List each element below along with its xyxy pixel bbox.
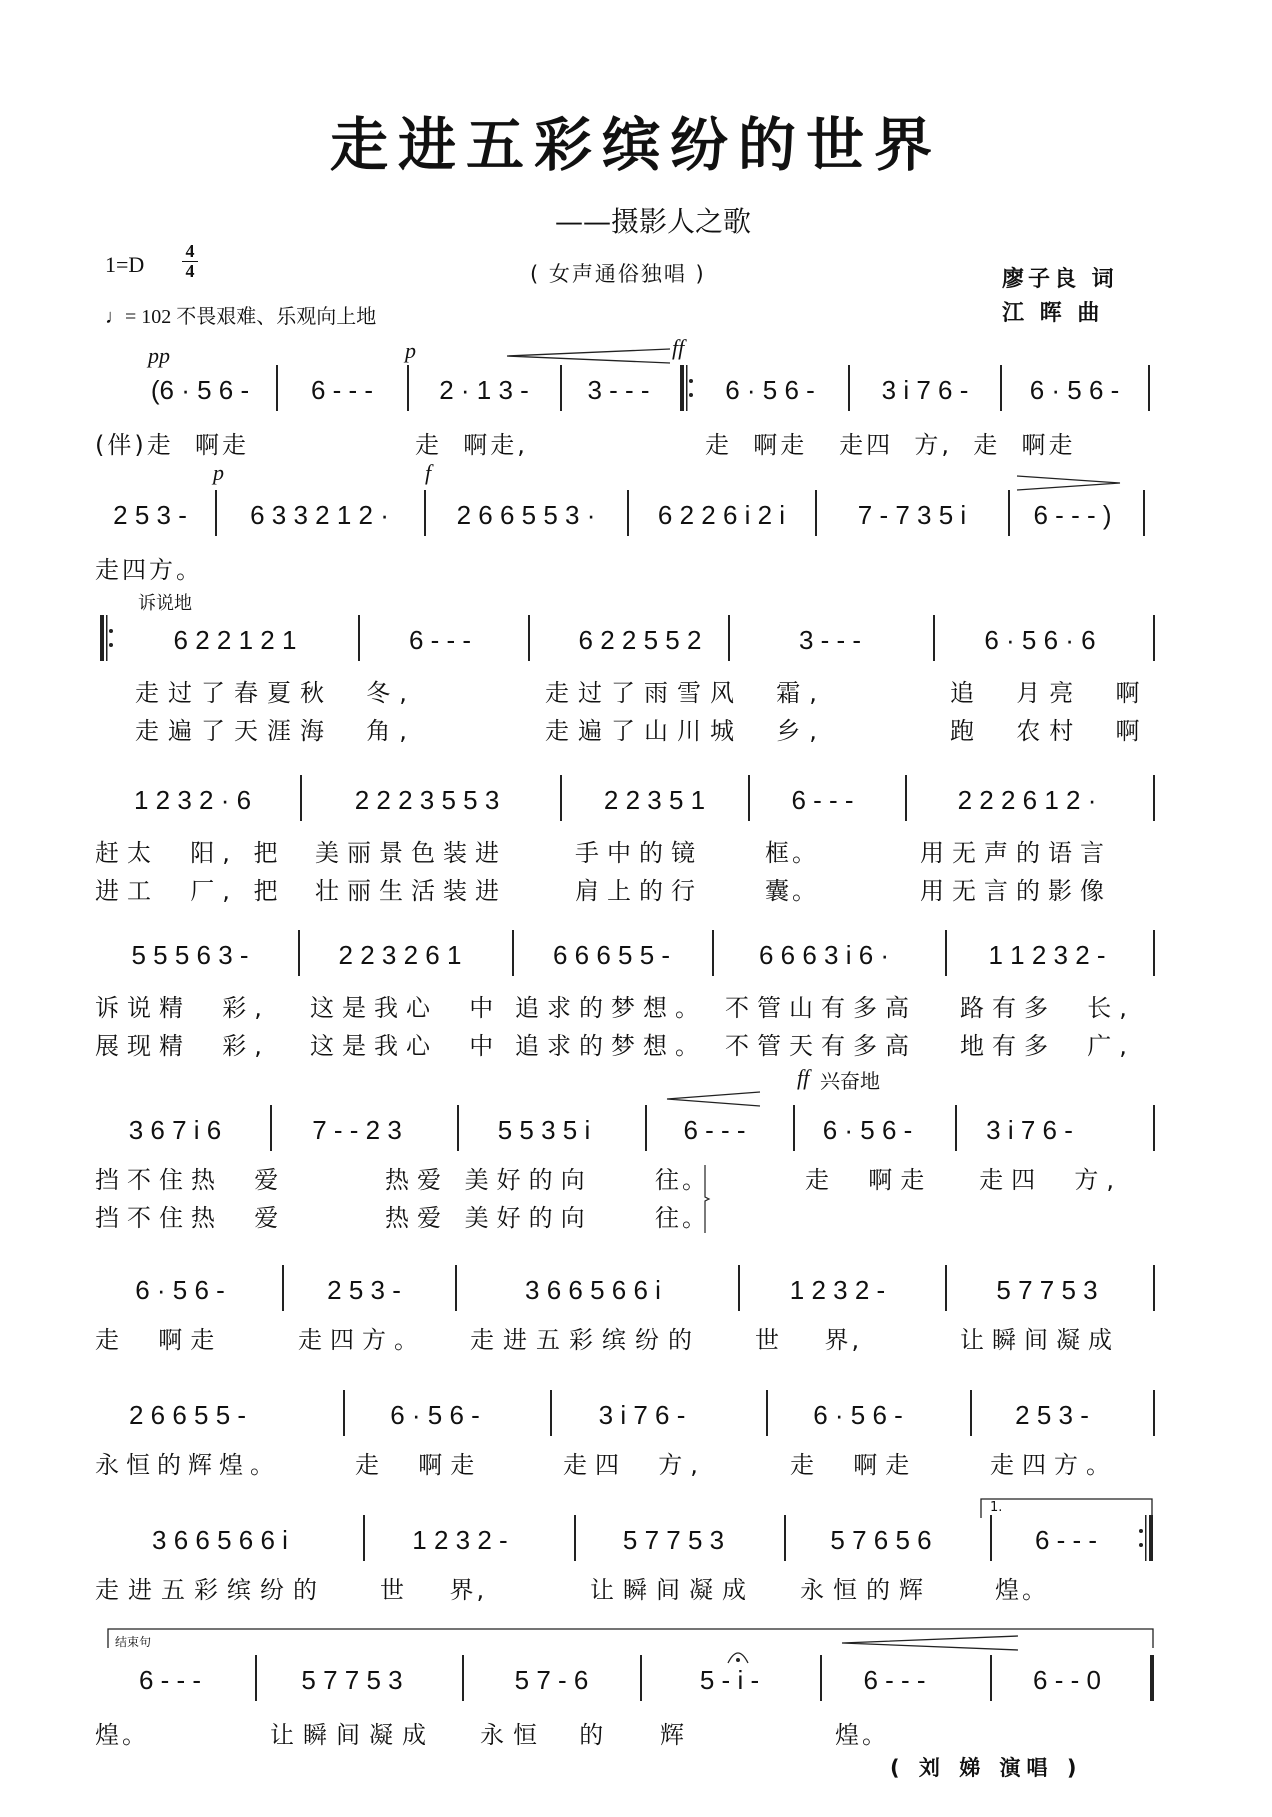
barline (627, 490, 629, 536)
barline (282, 1265, 284, 1311)
measure: 5 7 7 5 3 (301, 1664, 403, 1695)
lyric-line: (伴)走 啊走 (95, 431, 249, 459)
dynamic-pp: pp (148, 343, 170, 368)
lyric-verse-2: 地有多 广, (960, 1032, 1135, 1060)
barline (990, 1655, 992, 1701)
lyric-verse-1: 走过了春夏秋 冬, (135, 679, 416, 707)
barline (298, 930, 300, 976)
crescendo-hairpin-icon (840, 1635, 1020, 1651)
measure: 6 - - - (310, 374, 374, 405)
dynamic-p: p (405, 338, 416, 363)
barline (815, 490, 817, 536)
tempo-marking: ♩= 102 不畏艰难、乐观向上地 (105, 306, 377, 328)
expression-mark: 兴奋地 (820, 1069, 880, 1093)
lyric-verse-2: 不管天有多高 (725, 1032, 917, 1060)
measure: 6 3 3 2 1 2 · (250, 499, 389, 530)
lyric-line: 让瞬间凝成 (590, 1576, 755, 1604)
performance-note: ( 女声通俗独唱 ) (530, 262, 706, 286)
measure: 2 2 2 3 5 5 3 (354, 784, 500, 815)
measure: 6 2 2 6 i 2 i (657, 499, 786, 530)
lyric-line: 世 界, (380, 1576, 488, 1604)
barline (793, 1105, 795, 1151)
measure: 2 · 1 3 - (439, 374, 529, 405)
barline (560, 365, 562, 411)
lyric-verse-1: 框。 (765, 839, 819, 867)
measure: 6 · 5 6 - (813, 1399, 903, 1430)
lyric-line: 辉 (660, 1721, 687, 1749)
lyric-verse-2: 进工 厂, 把 (95, 877, 286, 905)
measure: 1 2 3 2 - (789, 1274, 886, 1305)
lyric-line: 走 啊走, (415, 431, 528, 459)
key-signature: 1=D (105, 252, 145, 277)
barline (270, 1105, 272, 1151)
dynamic-p: p (213, 460, 224, 485)
measure: 1 2 3 2 · 6 (133, 784, 252, 815)
measure: 2 2 3 5 1 (603, 784, 706, 815)
measure: 6 6 6 5 5 - (552, 939, 671, 970)
lyric-line: 世 界, (755, 1326, 863, 1354)
lyric-verse-1: 路有多 长, (960, 994, 1135, 1022)
lyric-line: 走 啊走 走四 方, 走 啊走 (705, 431, 1076, 459)
barline (455, 1265, 457, 1311)
barline (560, 775, 562, 821)
barline (276, 365, 278, 411)
lyric-verse-2: 用无言的影像 (920, 877, 1112, 905)
measure: 7 - 7 3 5 i (857, 499, 967, 530)
barline (1148, 365, 1150, 411)
lyric-verse-1: 追求的梦想。 (515, 994, 707, 1022)
barline (645, 1105, 647, 1151)
barline (528, 615, 530, 661)
measure: 2 6 6 5 5 - (128, 1399, 247, 1430)
measure: 6 - - - ) (1033, 499, 1112, 530)
measure: 5 5 5 6 3 - (131, 939, 249, 970)
measure: 3 - - - (587, 374, 650, 405)
measure: 6 · 5 6 - (725, 374, 815, 405)
measure: 2 2 3 2 6 1 (338, 939, 462, 970)
verse-brace-icon (703, 1163, 711, 1235)
final-barline (1150, 1655, 1154, 1701)
barline (970, 1390, 972, 1436)
lyric-line: 煌。 (995, 1576, 1049, 1604)
singer-credit: ( 刘 娣 演唱 ) (890, 1756, 1083, 1780)
barline (574, 1515, 576, 1561)
repeat-start-icon (680, 365, 694, 411)
barline (550, 1390, 552, 1436)
lyric-line: 走四方。 (298, 1326, 426, 1354)
barline (1008, 490, 1010, 536)
barline (1153, 775, 1155, 821)
lyric-verse-2: 热爱 美好的向 (385, 1204, 593, 1232)
barline (462, 1655, 464, 1701)
lyric-line: 煌。 (835, 1721, 889, 1749)
barline (766, 1390, 768, 1436)
barline (358, 615, 360, 661)
lyric-verse-2: 这是我心 中 (310, 1032, 502, 1060)
lyric-verse-1: 走 啊走 走四 方, (805, 1166, 1123, 1194)
barline (1143, 490, 1145, 536)
barline (712, 930, 714, 976)
lyric-verse-2: 囊。 (765, 877, 819, 905)
barline (738, 1265, 740, 1311)
lyric-verse-1: 用无声的语言 (920, 839, 1112, 867)
lyric-line: 让瞬间凝成 (960, 1326, 1120, 1354)
lyric-verse-2: 走遍了山川城 乡, (545, 717, 826, 745)
barline (424, 490, 426, 536)
barline (748, 775, 750, 821)
measure: 3 6 6 5 6 6 i (152, 1524, 288, 1555)
measure: 5 7 7 5 3 (622, 1524, 725, 1555)
measure: 6 · 5 6 · 6 (984, 624, 1096, 655)
barline (945, 1265, 947, 1311)
barline (990, 1515, 992, 1561)
barline (1153, 1105, 1155, 1151)
measure: 3 i 7 6 - (598, 1399, 686, 1430)
measure: 3 6 7 i 6 (128, 1114, 222, 1145)
measure: 6 2 2 5 5 2 (578, 624, 702, 655)
lyric-line: 永恒的辉煌。 (95, 1451, 281, 1479)
song-title: 走进五彩缤纷的世界 (329, 111, 942, 179)
measure: 6 - - - (408, 624, 472, 655)
lyric-verse-2: 往。 (655, 1204, 709, 1232)
measure: 3 - - - (798, 624, 862, 655)
measure: 6 - - - (683, 1114, 746, 1145)
barline (784, 1515, 786, 1561)
measure: 3 i 7 6 - (986, 1114, 1073, 1145)
barline (457, 1105, 459, 1151)
lyric-verse-2: 挡不住热 爱 (95, 1204, 287, 1232)
lyric-verse-1: 走过了雨雪风 霜, (545, 679, 826, 707)
measure: 2 5 3 - (1015, 1399, 1089, 1430)
time-signature-bottom: 4 (185, 261, 195, 281)
barline (640, 1655, 642, 1701)
song-subtitle: ——摄影人之歌 (555, 205, 752, 238)
measure: 5 - i - (699, 1664, 760, 1695)
barline (1153, 930, 1155, 976)
measure: 6 · 5 6 - (135, 1274, 225, 1305)
barline (820, 1655, 822, 1701)
time-signature (182, 242, 198, 281)
measure: 5 7 6 5 6 (830, 1524, 932, 1555)
barline (363, 1515, 365, 1561)
barline (512, 930, 514, 976)
barline (945, 930, 947, 976)
composer-credit: 江 晖 曲 (1002, 301, 1104, 326)
crescendo-hairpin-icon (505, 348, 675, 364)
lyric-verse-2: 壮丽生活装进 (315, 877, 507, 905)
lyric-line: 走四方。 (95, 556, 203, 584)
lyric-verse-1: 赶太 阳, 把 (95, 839, 286, 867)
lyric-line: 走 啊走 (95, 1326, 223, 1354)
barline (300, 775, 302, 821)
measure: 7 - - 2 3 (312, 1114, 402, 1145)
measure: 5 7 7 5 3 (996, 1274, 1098, 1305)
measure: 6 · 5 6 - (822, 1114, 913, 1145)
measure: 3 6 6 5 6 6 i (525, 1274, 661, 1305)
volta-label: 1. (990, 1500, 1003, 1515)
lyric-verse-1: 热爱 美好的向 (385, 1166, 593, 1194)
measure: 6 - - - (791, 784, 854, 815)
lyricist-credit: 廖子良 词 (1002, 267, 1118, 292)
measure: 6 · 5 6 - (390, 1399, 480, 1430)
barline (255, 1655, 257, 1701)
repeat-start-icon (100, 615, 114, 661)
measure: 6 - - - (1034, 1524, 1098, 1555)
lyric-verse-2: 展现精 彩, (95, 1032, 270, 1060)
barline (955, 1105, 957, 1151)
measure: 6 2 2 1 2 1 (173, 624, 297, 655)
lyric-line: 走 啊走 (790, 1451, 918, 1479)
barline (407, 365, 409, 411)
measure: (6 · 5 6 - (150, 374, 250, 405)
repeat-end-icon (1138, 1515, 1154, 1561)
lyric-line: 走进五彩缤纷的 (470, 1326, 701, 1354)
barline (905, 775, 907, 821)
barline (1153, 1265, 1155, 1311)
barline (1153, 615, 1155, 661)
lyric-verse-1: 诉说精 彩, (95, 994, 270, 1022)
lyric-verse-1: 美丽景色装进 (315, 839, 507, 867)
lyric-line: 让瞬间凝成 (270, 1721, 435, 1749)
measure: 6 6 6 3 i 6 · (758, 939, 890, 970)
lyric-verse-2: 走遍了天涯海 角, (135, 717, 416, 745)
lyric-line: 走进五彩缤纷的 (95, 1576, 326, 1604)
measure: 6 · 5 6 - (1029, 374, 1120, 405)
measure: 6 - - - (863, 1664, 926, 1695)
measure: 2 5 3 - (327, 1274, 401, 1305)
barline (933, 615, 935, 661)
lyric-verse-2: 肩上的行 (575, 877, 703, 905)
lyric-verse-1: 这是我心 中 (310, 994, 502, 1022)
dynamic-ff: ff (672, 335, 685, 360)
fermata-icon (726, 1647, 750, 1665)
measure: 3 i 7 6 - (881, 374, 969, 405)
measure: 5 7 - 6 (514, 1664, 589, 1695)
lyric-verse-1: 手中的镜 (575, 839, 703, 867)
lyric-line: 永恒 的 (480, 1721, 613, 1749)
barline (1000, 365, 1002, 411)
barline (1153, 1390, 1155, 1436)
lyric-verse-1: 挡不住热 爱 (95, 1166, 287, 1194)
lyric-verse-1: 追 月亮 啊 (950, 679, 1149, 707)
lyric-verse-2: 追求的梦想。 (515, 1032, 707, 1060)
barline (848, 365, 850, 411)
measure: 2 5 3 - (113, 499, 187, 530)
time-signature-top: 4 (185, 241, 195, 261)
lyric-line: 永恒的辉 (800, 1576, 932, 1604)
ending-label: 结束句 (115, 1635, 152, 1649)
dynamic-f: f (425, 460, 432, 485)
decrescendo-hairpin-icon (1015, 475, 1125, 491)
barline (343, 1390, 345, 1436)
lyric-verse-1: 往。 (655, 1166, 709, 1194)
measure: 1 1 2 3 2 - (988, 939, 1106, 970)
barline (215, 490, 217, 536)
lyric-line: 煌。 (95, 1721, 149, 1749)
barline (728, 615, 730, 661)
measure: 6 - - 0 (1033, 1664, 1101, 1695)
measure: 2 2 2 6 1 2 · (957, 784, 1097, 815)
expression-mark: 诉说地 (138, 593, 192, 614)
lyric-line: 走四方。 (990, 1451, 1118, 1479)
measure: 5 5 3 5 i (497, 1114, 591, 1145)
lyric-verse-1: 不管山有多高 (725, 994, 917, 1022)
dynamic-ff: ff (797, 1065, 810, 1090)
measure: 6 - - - (138, 1664, 202, 1695)
measure: 2 6 6 5 5 3 · (456, 499, 596, 530)
lyric-verse-2: 跑 农村 啊 (950, 717, 1149, 745)
measure: 1 2 3 2 - (412, 1524, 508, 1555)
lyric-line: 走四 方, (563, 1451, 706, 1479)
lyric-line: 走 啊走 (355, 1451, 483, 1479)
